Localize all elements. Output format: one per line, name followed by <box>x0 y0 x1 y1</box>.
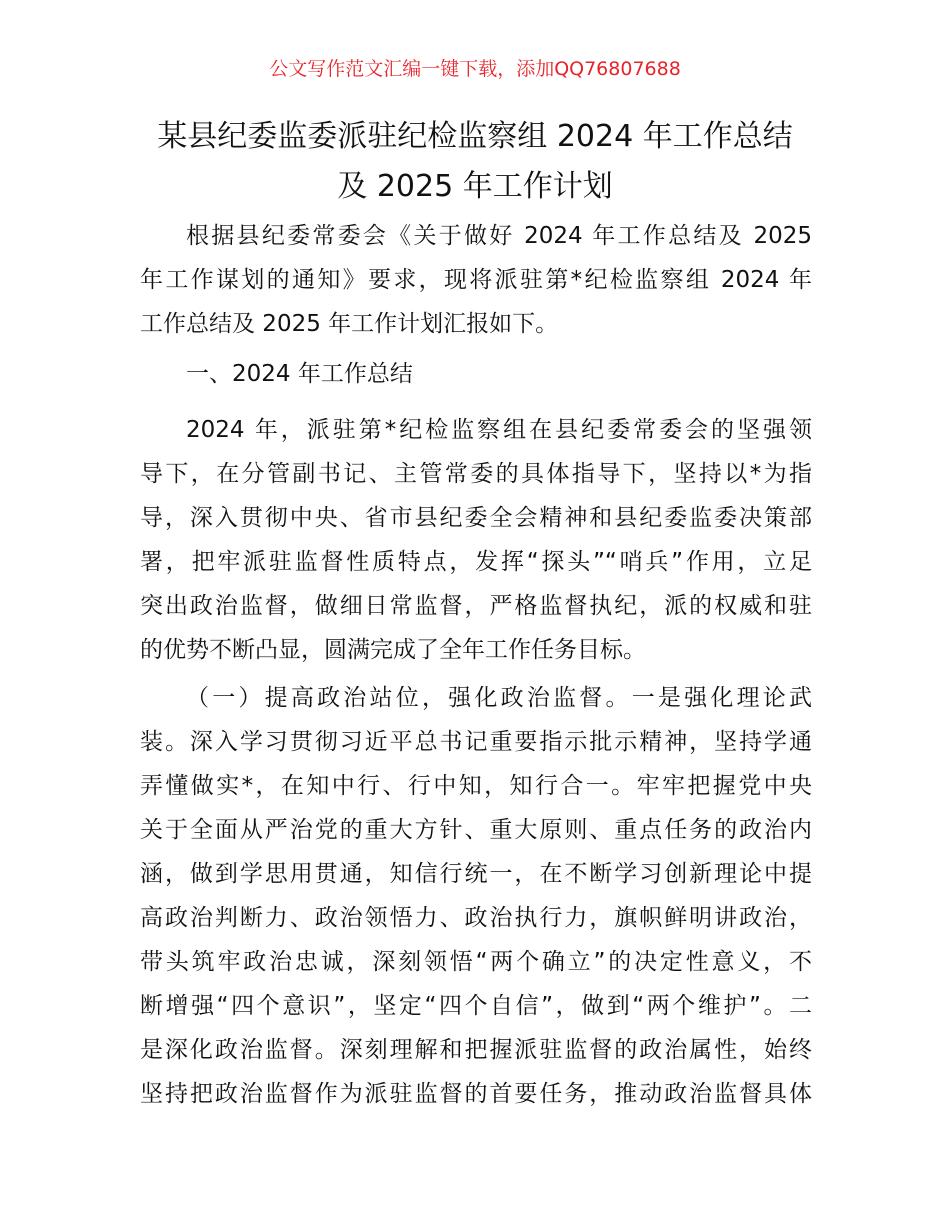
section-1-heading: 一、2024 年工作总结 <box>186 361 413 387</box>
subsection-line: 装。深入学习贯彻习近平总书记重要指示批示精神，坚持学通 <box>140 729 812 755</box>
summary-line: 署，把牢派驻监督性质特点，发挥“探头”“哨兵”作用，立足 <box>140 549 812 575</box>
intro-line: 工作总结及 2025 年工作计划汇报如下。 <box>140 311 559 337</box>
subsection-line: （一）提高政治站位，强化政治监督。一是强化理论武 <box>186 685 812 711</box>
subsection-line: 坚持把政治监督作为派驻监督的首要任务，推动政治监督具体 <box>140 1081 812 1107</box>
summary-line: 突出政治监督，做细日常监督，严格监督执纪，派的权威和驻 <box>140 593 812 619</box>
summary-line: 导，深入贯彻中央、省市县纪委全会精神和县纪委监委决策部 <box>140 505 812 531</box>
summary-paragraph <box>140 408 812 672</box>
summary-line: 2024 年，派驻第*纪检监察组在县纪委常委会的坚强领 <box>186 417 812 443</box>
title-line-1: 某县纪委监委派驻纪检监察组 2024 年工作总结 <box>157 119 793 154</box>
subsection-line: 关于全面从严治党的重大方针、重大原则、重点任务的政治内 <box>140 817 812 843</box>
subsection-line: 弄懂做实*，在知中行、行中知，知行合一。牢牢把握党中央 <box>140 773 812 799</box>
subsection-line: 高政治判断力、政治领悟力、政治执行力，旗帜鲜明讲政治， <box>140 905 812 931</box>
subsection-line: 带头筑牢政治忠诚，深刻领悟“两个确立”的决定性意义，不 <box>140 949 812 975</box>
title-line-2: 及 2025 年工作计划 <box>337 169 613 204</box>
summary-line: 的优势不断凸显，圆满完成了全年工作任务目标。 <box>140 637 646 663</box>
subsection-1-paragraph <box>140 676 812 1116</box>
intro-paragraph <box>140 214 812 346</box>
subsection-line: 断增强“四个意识”，坚定“四个自信”，做到“两个维护”。二 <box>140 993 812 1019</box>
subsection-line: 是深化政治监督。深刻理解和把握派驻监督的政治属性，始终 <box>140 1037 812 1063</box>
download-notice: 公文写作范文汇编一键下载，添加QQ76807688 <box>269 58 681 80</box>
summary-line: 导下，在分管副书记、主管常委的具体指导下，坚持以*为指 <box>140 461 812 487</box>
intro-line: 年工作谋划的通知》要求，现将派驻第*纪检监察组 2024 年 <box>140 267 812 293</box>
section-heading <box>140 352 812 396</box>
document-title <box>120 112 830 212</box>
intro-line: 根据县纪委常委会《关于做好 2024 年工作总结及 2025 <box>186 223 812 249</box>
subsection-line: 涵，做到学思用贯通，知信行统一，在不断学习创新理论中提 <box>140 861 812 887</box>
